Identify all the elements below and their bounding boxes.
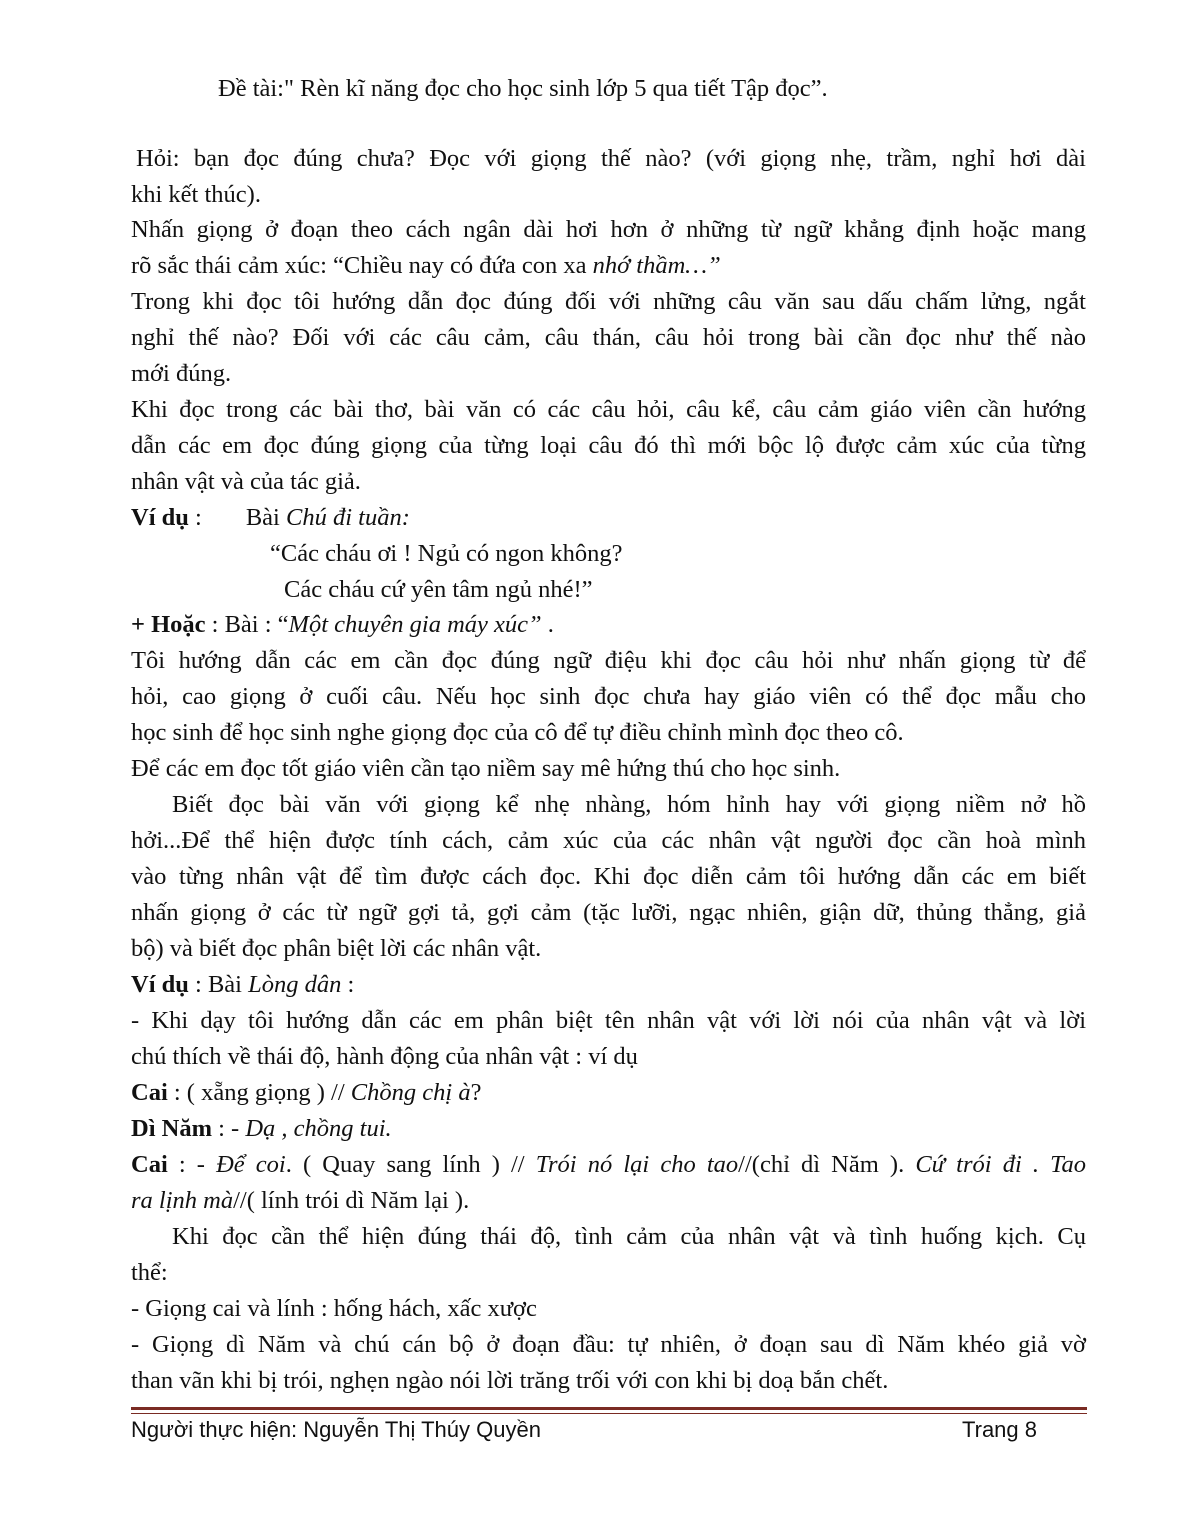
text-line: Biết đọc bài văn với giọng kể nhẹ nhàng, hóm hỉnh hay với giọng niềm nở hồ [172,791,1086,818]
dialogue-line [131,1075,1086,1111]
text-line: chú thích về thái độ, hành động của nhân vật : ví dụ [131,1043,638,1070]
text-segment-italic: Dạ , chồng tui. [245,1115,392,1142]
text-line: than vãn khi bị trói, nghẹn ngào nói lời trăng trối với con khi bị doạ bắn chết. [131,1367,889,1394]
poem-line: Các cháu cứ yên tâm ngủ nhé!” [284,576,593,603]
text-segment-italic: Cứ trói đi . Tao [915,1151,1087,1178]
text-segment: : [188,504,202,531]
text-segment: //(chỉ dì Năm ). [738,1151,916,1178]
footer-author: Người thực hiện: Nguyễn Thị Thúy Quyền [131,1417,541,1442]
text-segment: rõ sắc thái cảm xúc: “Chiều nay có đứa con xa [131,252,593,279]
example-line [131,967,1086,1003]
example-line [131,607,1086,643]
text-line: Trong khi đọc tôi hướng dẫn đọc đúng đối với những câu văn sau dấu chấm lửng, ngắt [131,288,1086,315]
text-segment: : Bài : “ [205,611,289,638]
text-segment: . ( Quay sang lính ) // [285,1151,536,1178]
speaker-name: Cai [131,1079,168,1106]
footer-rule-thin [131,1413,1087,1414]
text-line: khi kết thúc). [131,181,261,208]
text-segment: : - [211,1115,246,1142]
text-segment: : Bài [188,971,249,998]
text-line: mới đúng. [131,360,232,387]
text-segment: ? [470,1079,482,1106]
text-line: hỏi, cao giọng ở cuối câu. Nếu học sinh đọc chưa hay giáo viên có thể đọc mẫu cho [131,683,1086,710]
text-line: Nhấn giọng ở đoạn theo cách ngân dài hơi hơn ở những từ ngữ khẳng định hoặc mang [131,216,1086,243]
example-label: Ví dụ [131,971,189,998]
text-segment-italic: Lòng dân [248,971,342,998]
text-segment-italic: Chồng chị à [350,1079,471,1106]
example-label: Ví dụ [131,504,189,531]
example-label: + Hoặc [131,611,206,638]
text-line: hởi...Để thể hiện được tính cách, cảm xúc của các nhân vật người đọc cần hoà mình [131,827,1086,854]
text-line: - Giọng cai và lính : hống hách, xấc xược [131,1295,537,1322]
text-segment: : [341,971,355,998]
text-segment: : ( xẵng giọng ) // [167,1079,351,1106]
text-line: Khi đọc trong các bài thơ, bài văn có các câu hỏi, câu kể, câu cảm giáo viên cần hướng [131,396,1086,423]
text-line: Tôi hướng dẫn các em cần đọc đúng ngữ điệu khi đọc câu hỏi như nhấn giọng từ để [131,647,1086,674]
text-segment-italic: Một chuyên gia máy xúc” [288,611,542,638]
text-segment-italic: Trói nó lại cho tao [535,1151,739,1178]
text-segment-italic: Chú đi tuần: [285,504,410,531]
text-line: nhân vật và của tác giả. [131,468,361,495]
text-segment: Bài [245,504,286,531]
dialogue-line [131,1147,1086,1183]
text-segment: . [541,611,554,638]
page-title: Đề tài:" Rèn kĩ năng đọc cho học sinh lớp 5 qua tiết Tập đọc”. [218,75,828,102]
text-line: học sinh để học sinh nghe giọng đọc của cô để tự điều chỉnh mình đọc theo cô. [131,719,904,746]
text-segment: : - [167,1151,217,1178]
text-line: Khi đọc cần thể hiện đúng thái độ, tình cảm của nhân vật và tình huống kịch. Cụ [172,1223,1086,1250]
poem-line: “Các cháu ơi ! Ngủ có ngon không? [270,540,623,567]
footer-page-number: Trang 8 [962,1417,1038,1442]
text-line: - Giọng dì Năm và chú cán bộ ở đoạn đầu: tự nhiên, ở đoạn sau dì Năm khéo giả vờ [131,1331,1086,1358]
dialogue-line [131,1111,1086,1147]
text-segment: //( lính trói dì Năm lại ). [233,1187,470,1214]
text-line: bộ) và biết đọc phân biệt lời các nhân vật. [131,935,542,962]
text-line [131,248,1086,284]
speaker-name: Cai [131,1151,168,1178]
example-line [131,500,1086,536]
text-line: thể: [131,1259,168,1286]
dialogue-line [131,1183,1086,1219]
text-segment-italic: nhớ thầm…” [592,252,721,279]
text-line: nhấn giọng ở các từ ngữ gợi tả, gợi cảm (tặc lưỡi, ngạc nhiên, giận dữ, thủng thẳng, giả [131,899,1086,926]
text-line: - Khi dạy tôi hướng dẫn các em phân biệt tên nhân vật với lời nói của nhân vật và lời [131,1007,1086,1034]
text-line: vào từng nhân vật để tìm được cách đọc. Khi đọc diễn cảm tôi hướng dẫn các em biết [131,863,1086,890]
text-line: Hỏi: bạn đọc đúng chưa? Đọc với giọng thế nào? (với giọng nhẹ, trầm, nghỉ hơi dài [136,145,1086,172]
text-line: Để các em đọc tốt giáo viên cần tạo niềm say mê hứng thú cho học sinh. [131,755,841,782]
text-segment-italic: ra lịnh mà [131,1187,234,1214]
text-line: dẫn các em đọc đúng giọng của từng loại câu đó thì mới bộc lộ được cảm xúc của từng [131,432,1086,459]
text-line: nghỉ thế nào? Đối với các câu cảm, câu thán, câu hỏi trong bài cần đọc như thế nào [131,324,1086,351]
footer-rule [131,1407,1087,1410]
text-segment-italic: Để coi [216,1151,286,1178]
speaker-name: Dì Năm [131,1115,212,1142]
